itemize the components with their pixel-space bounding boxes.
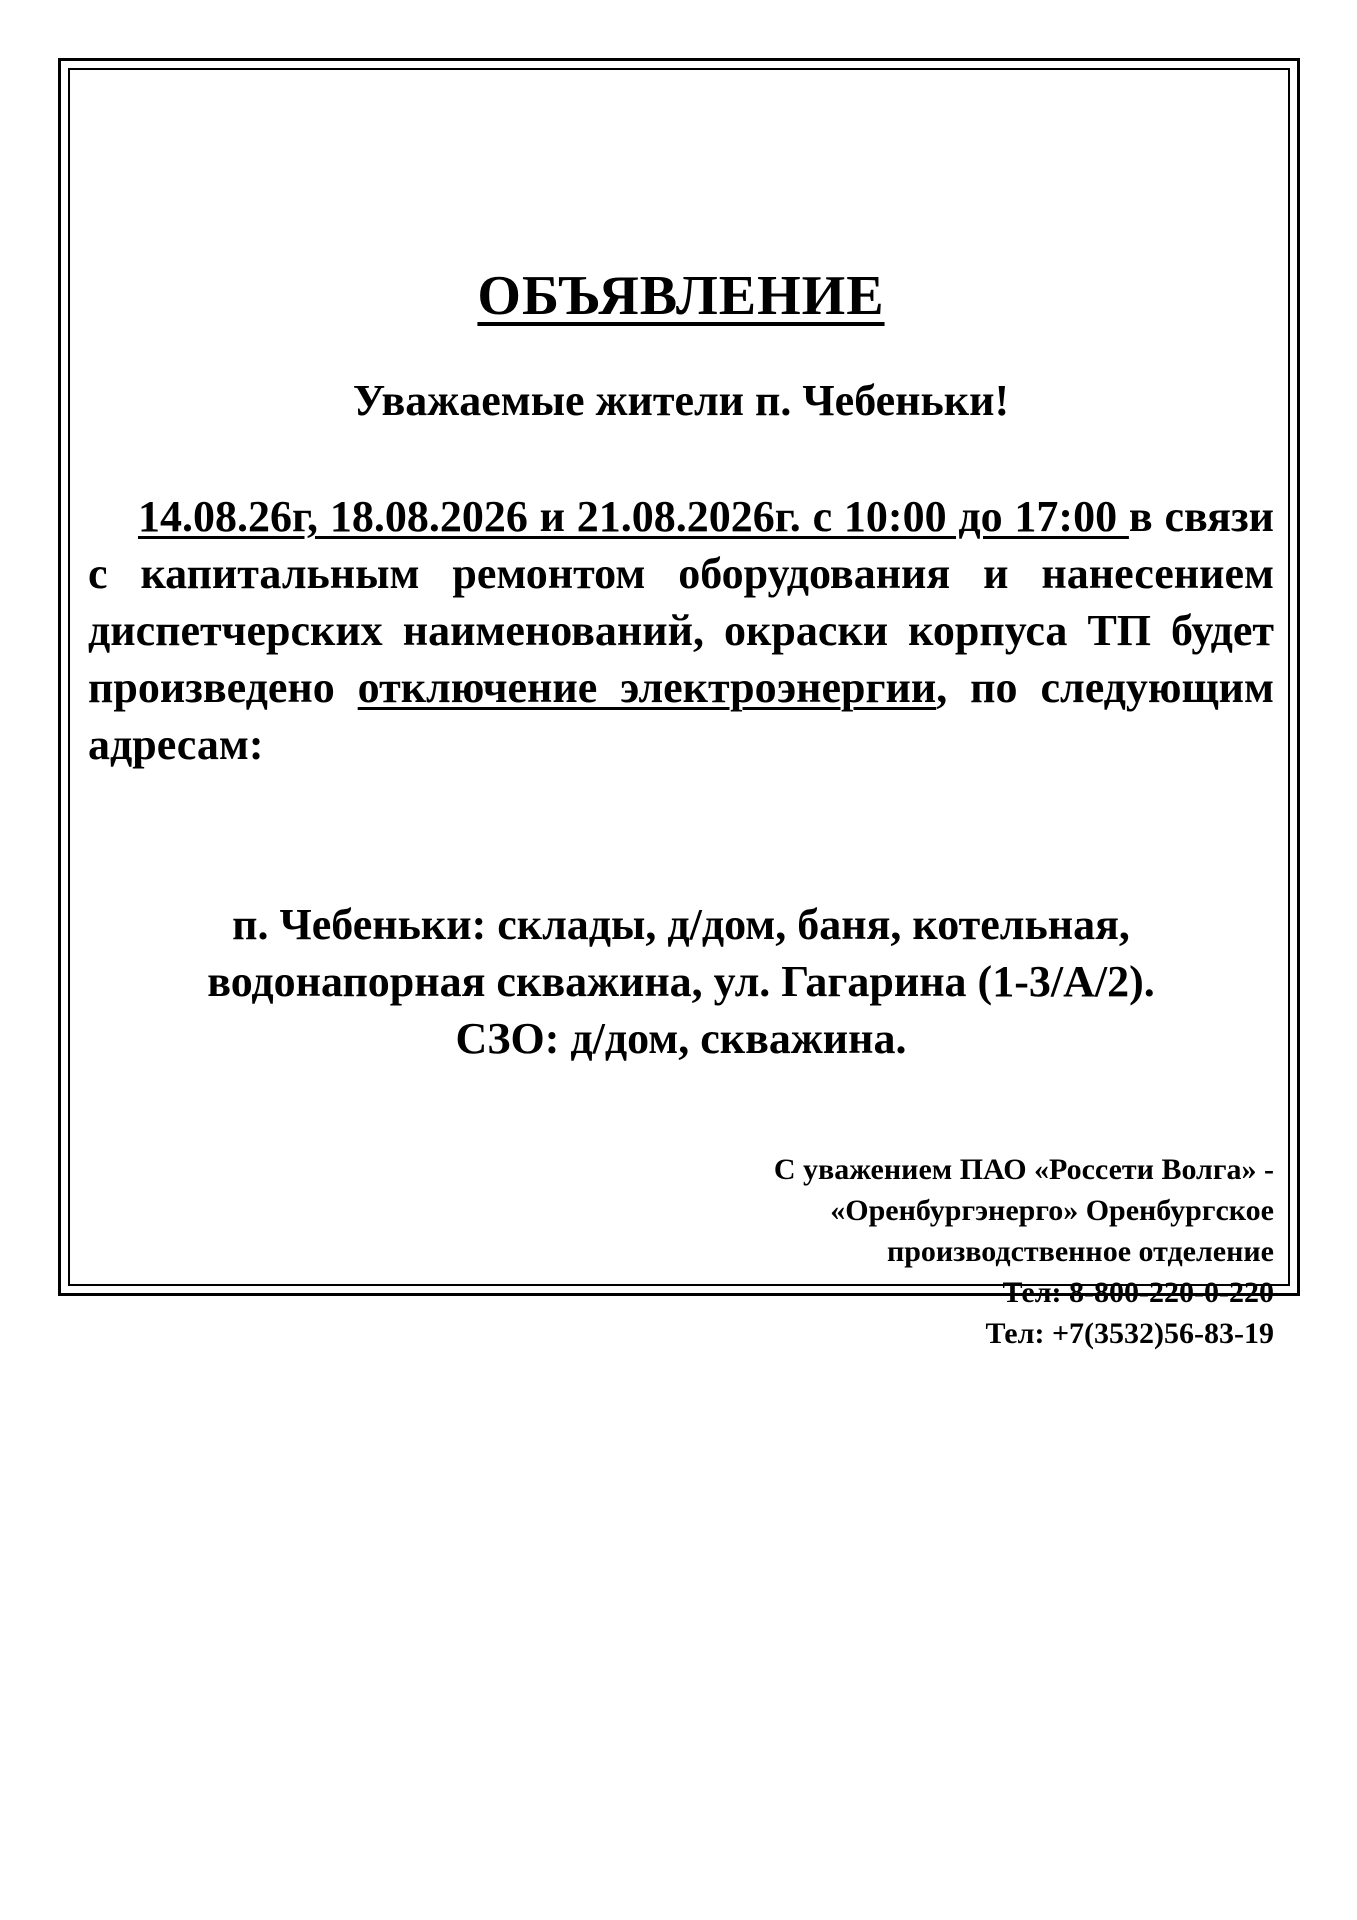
announcement-frame (58, 58, 1300, 1350)
signature-line: «Оренбургэнерго» Оренбургское (830, 1194, 1274, 1227)
announcement-inner-frame (68, 68, 1290, 1350)
notice-text-part2: , по следующим адресам: (88, 663, 1274, 769)
announcement-title: ОБЪЯВЛЕНИЕ (477, 265, 885, 327)
address-line: водонапорная скважина, ул. Гагарина (1-3/А/2). (207, 957, 1155, 1006)
address-line: п. Чебеньки: склады, д/дом, баня, котельная, (232, 900, 1130, 949)
notice-text-part1: в связи с капитальным ремонтом оборудования и нанесением диспетчерских наименований, окраски корпуса ТП будет произведено (88, 492, 1275, 712)
greeting: Уважаемые жители п. Чебеньки! (352, 376, 1010, 425)
notice-paragraph (88, 488, 1274, 773)
outage-dates: 14.08.26г, 18.08.2026 и 21.08.2026г. с 10:00 до 17:00 (138, 492, 1129, 541)
signature-line: С уважением ПАО «Россети Волга» - (773, 1153, 1274, 1186)
phone-line: Тел: 8-800-220-0-220 (1002, 1276, 1274, 1309)
announcement-content (88, 70, 1275, 1350)
signature-line: производственное отделение (886, 1235, 1274, 1268)
address-line: СЗО: д/дом, скважина. (455, 1014, 907, 1063)
signature-block (774, 1149, 1274, 1354)
phone-line: Тел: +7(3532)56-83-19 (985, 1317, 1274, 1350)
address-list (88, 896, 1274, 1067)
outage-highlight: отключение электроэнергии (357, 663, 937, 712)
